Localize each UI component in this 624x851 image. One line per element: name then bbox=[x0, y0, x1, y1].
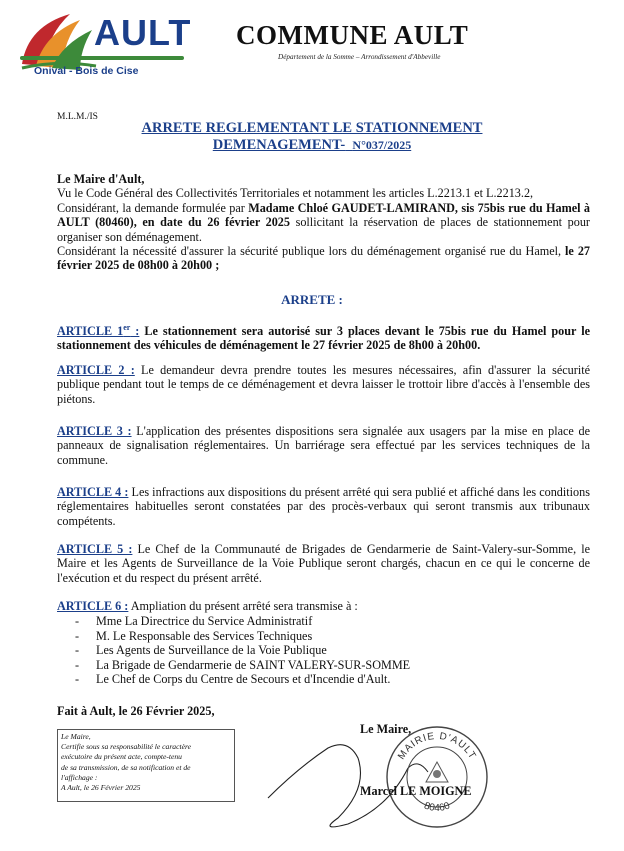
list-dash: - bbox=[75, 614, 80, 628]
done-at-line: Fait à Ault, le 26 Février 2025, bbox=[57, 704, 215, 718]
signature-title: Le Maire, bbox=[360, 722, 412, 736]
list-item-text: Les Agents de Surveillance de la Voie Publique bbox=[96, 643, 327, 657]
article-2-text: Le demandeur devra prendre toutes les mesures nécessaires, afin d'assurer la sécurité publique pendant tout le temps de ce déménagement et devra laisser le trottoir libre d'accès à l'ensemble des piétons. bbox=[57, 363, 591, 406]
list-item bbox=[57, 672, 410, 687]
list-item bbox=[57, 643, 410, 658]
article-1-label bbox=[57, 324, 139, 338]
article-1-label-text: ARTICLE 1 bbox=[57, 324, 124, 339]
article-3-text: L'application des présentes dispositions sera signalée aux usagers par la mise en place de panneaux de signalisation réglementaires. Un barriérage sera effectué par les services techniques de la commune. bbox=[57, 424, 590, 467]
stamp-bottom-text: 80460 bbox=[422, 800, 452, 814]
list-item-text: M. Le Responsable des Services Techniques bbox=[96, 628, 313, 643]
ampliation-list bbox=[57, 614, 410, 687]
logo-subtitle: Onival - Bois de Cise bbox=[34, 65, 139, 77]
article-4 bbox=[57, 485, 590, 528]
list-dash: - bbox=[75, 643, 80, 657]
list-dash: - bbox=[75, 628, 80, 643]
requester-details: Madame Chloé GAUDET-LAMIRAND, sis 75bis rue du Hamel à AULT (80460), en date du 26 février 2025 bbox=[57, 200, 591, 230]
title-line-2-text: DEMENAGEMENT- bbox=[212, 137, 346, 153]
title-line-2 bbox=[0, 137, 624, 154]
considerant-safety-text: Considérant la nécessité d'assurer la sécurité publique lors du déménagement organisé rue du Hamel, bbox=[57, 244, 566, 259]
article-5 bbox=[57, 542, 590, 585]
article-1-colon: : bbox=[130, 324, 140, 339]
certify-line: A Ault, le 26 Février 2025 bbox=[61, 783, 141, 793]
list-dash: - bbox=[75, 672, 80, 686]
list-item bbox=[57, 614, 410, 629]
mayor-name: Marcel LE MOIGNE bbox=[360, 784, 472, 798]
certify-line: de sa transmission, de sa notification et de bbox=[61, 762, 191, 772]
article-6-text: Ampliation du présent arrêté sera transmise à : bbox=[128, 599, 358, 613]
department-line: Département de la Somme – Arrondissement d'Abbeville bbox=[278, 53, 441, 61]
logo-underline bbox=[20, 56, 184, 60]
article-2 bbox=[57, 363, 590, 406]
article-5-label: ARTICLE 5 : bbox=[57, 542, 133, 556]
title-line-1: ARRETE REGLEMENTANT LE STATIONNEMENT bbox=[141, 120, 483, 136]
article-4-text: Les infractions aux dispositions du présent arrêté qui sera publié et affiché dans les conditions réglementaires habituelles seront constatées par des procès-verbaux qui seront transmis aux tribunaux compétents. bbox=[57, 485, 590, 528]
document-title bbox=[0, 120, 624, 154]
certify-line: Le Maire, bbox=[61, 732, 91, 741]
considerant-request-end: sollicitant la réservation de places de stationnement pour organiser son déménagement. bbox=[57, 215, 590, 244]
logo-word: AULT bbox=[94, 12, 192, 53]
svg-text:80460 bbox=[422, 800, 452, 814]
decree-number: N°037/2025 bbox=[352, 138, 412, 152]
ault-logo bbox=[18, 8, 192, 88]
list-dash: - bbox=[75, 657, 80, 672]
certify-line: l'affichage : bbox=[61, 772, 98, 782]
logo-swoosh-icon bbox=[18, 8, 98, 72]
commune-title: COMMUNE AULT bbox=[236, 20, 469, 50]
considerant-safety-date: le 27 février 2025 de 08h00 à 20h00 ; bbox=[57, 244, 591, 273]
article-1 bbox=[57, 321, 590, 353]
article-1-sup: er bbox=[123, 323, 131, 332]
list-item bbox=[57, 658, 410, 673]
preamble bbox=[57, 172, 590, 273]
considerant-safety bbox=[57, 244, 590, 273]
reference-code: M.L.M./IS bbox=[57, 112, 98, 122]
certification-box bbox=[57, 729, 235, 802]
article-6-label: ARTICLE 6 : bbox=[57, 599, 129, 613]
mairie-stamp-icon bbox=[382, 722, 492, 832]
arrete-heading: ARRETE : bbox=[281, 292, 343, 307]
stamp-top-text: MAIRIE D'AULT bbox=[396, 730, 478, 762]
certify-line: Certifie sous sa responsabilité le caractère bbox=[61, 742, 191, 752]
considerant-request bbox=[57, 201, 590, 244]
list-item-text: La Brigade de Gendarmerie de SAINT VALERY-SUR-SOMME bbox=[96, 657, 411, 672]
article-3-label: ARTICLE 3 : bbox=[57, 424, 132, 438]
article-6 bbox=[57, 599, 590, 613]
article-1-text: Le stationnement sera autorisé sur 3 places devant le 75bis rue du Hamel pour le stationnement des véhicules de déménagement le 27 février 2025 de 8h00 à 20h00. bbox=[57, 324, 591, 353]
vu-code-line: Vu le Code Général des Collectivités Territoriales et notamment les articles L.2213.1 et L.2213.2, bbox=[57, 186, 534, 201]
certify-line: exécutoire du présent acte, compte-tenu bbox=[61, 752, 182, 762]
article-2-label: ARTICLE 2 : bbox=[57, 363, 135, 377]
mayor-heading: Le Maire d'Ault, bbox=[57, 172, 145, 186]
article-3 bbox=[57, 424, 590, 467]
list-item-text: Mme La Directrice du Service Administratif bbox=[96, 614, 313, 628]
list-item-text: Le Chef de Corps du Centre de Secours et d'Incendie d'Ault. bbox=[96, 672, 391, 686]
list-item bbox=[57, 629, 410, 644]
considerant-request-intro: Considérant, la demande formulée par bbox=[57, 200, 249, 215]
article-5-text: Le Chef de la Communauté de Brigades de Gendarmerie de Saint-Valery-sur-Somme, le Maire et les Agents de Surveillance de la Voie Publique seront chargés, chacun en ce qui le concerne de l'exécution et du respect du présent arrêté. bbox=[57, 542, 590, 585]
article-4-label: ARTICLE 4 : bbox=[57, 485, 129, 499]
